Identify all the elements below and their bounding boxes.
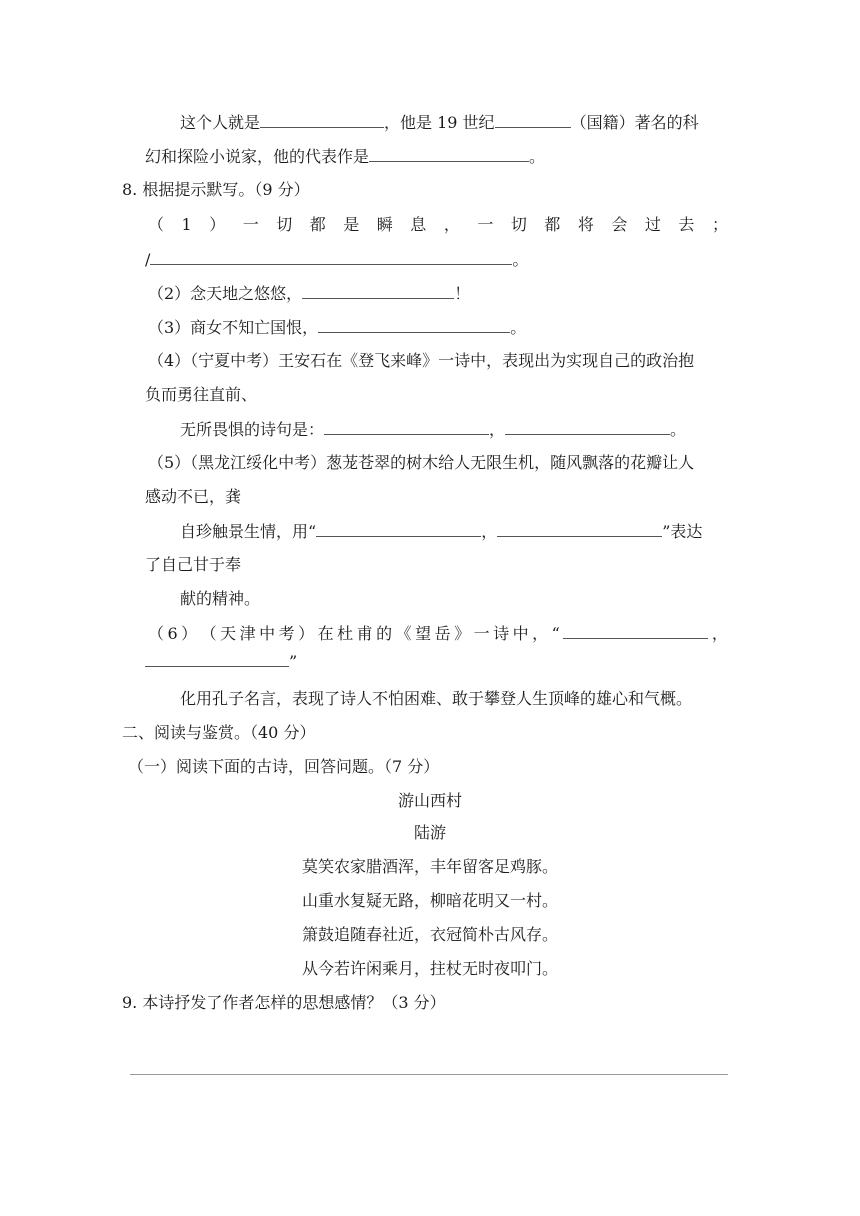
char: 都	[309, 215, 326, 234]
char: 考	[278, 624, 295, 643]
q7-text-a3: （国籍）著名的科	[570, 113, 699, 132]
answer-blank[interactable]	[563, 622, 708, 639]
q7-text-b2: 。	[529, 147, 546, 166]
punct: 。	[670, 420, 687, 439]
char: 一	[242, 215, 259, 234]
item-text: 无所畏惧的诗句是：	[180, 420, 325, 439]
char: 天	[220, 624, 237, 643]
char: ）	[298, 624, 315, 643]
char: 去	[678, 215, 695, 234]
q8-item5-line1: （5）（黑龙江绥化中考）葱茏苍翠的树木给人无限生机，随风飘落的花瓣让人	[148, 453, 695, 472]
q8-item2	[148, 282, 470, 304]
answer-blank[interactable]	[324, 418, 489, 435]
subsection-heading: （一）阅读下面的古诗，回答问题。（7 分）	[128, 757, 440, 776]
char: 的	[376, 624, 393, 643]
char: 1	[181, 215, 192, 234]
char: ，	[532, 624, 549, 643]
q8-item1-line1	[148, 214, 728, 236]
q8-item5-line3	[180, 520, 702, 542]
char: 》	[454, 624, 471, 643]
q7-text-b1: 幻和探险小说家，他的代表作是	[145, 147, 370, 166]
q8-item5-line4: 了自己甘于奉	[145, 555, 242, 574]
char: 将	[577, 215, 594, 234]
punct: 。	[512, 250, 529, 269]
char: 息	[410, 215, 427, 234]
poem-line: 山重水复疑无路，柳暗花明又一村。	[301, 891, 558, 910]
char: 是	[343, 215, 360, 234]
section-heading: 二、阅读与鉴赏。（40 分）	[122, 723, 316, 742]
punct: ”	[289, 652, 298, 671]
item-text: （2）念天地之悠悠，	[148, 284, 303, 303]
char: ）	[181, 624, 198, 643]
answer-blank[interactable]	[145, 650, 289, 667]
q8-item6-line2	[145, 650, 297, 672]
item-text: （3）商女不知亡国恨，	[148, 318, 319, 337]
char: 中	[512, 624, 529, 643]
char: 岳	[434, 624, 451, 643]
answer-blank[interactable]	[318, 316, 510, 333]
q7-line-1	[180, 111, 699, 133]
char: 《	[395, 624, 412, 643]
punct: ，	[489, 420, 506, 439]
q8-item1-line2	[145, 248, 528, 270]
slash: /	[145, 250, 151, 269]
q8-item5-line5: 献的精神。	[180, 589, 261, 608]
char: 都	[544, 215, 561, 234]
answer-line[interactable]	[130, 1074, 728, 1075]
char: 中	[259, 624, 276, 643]
q8-item5-line2: 感动不已，龚	[145, 487, 242, 506]
char: （	[148, 215, 165, 234]
poem-line: 从今若许闲乘月，拄杖无时夜叩门。	[301, 959, 558, 978]
char: 会	[611, 215, 628, 234]
punct: 。	[510, 318, 527, 337]
punct: ，	[711, 624, 728, 643]
punct: ，	[481, 522, 498, 541]
char: 诗	[493, 624, 510, 643]
answer-blank[interactable]	[497, 520, 662, 537]
answer-blank[interactable]	[260, 111, 384, 128]
char: 杜	[337, 624, 354, 643]
char: 切	[276, 215, 293, 234]
poem-line: 箫鼓追随春社近，衣冠简朴古风存。	[301, 925, 558, 944]
item-text: ”表达	[662, 522, 703, 541]
char: 6	[167, 624, 178, 643]
char: （	[148, 624, 165, 643]
q8-heading: 8. 根据提示默写。（9 分）	[122, 180, 310, 199]
char: 在	[317, 624, 334, 643]
char: ；	[711, 215, 728, 234]
char: ）	[209, 215, 226, 234]
char: 一	[477, 215, 494, 234]
answer-blank[interactable]	[316, 520, 481, 537]
q8-item6-line3: 化用孔子名言，表现了诗人不怕困难、敢于攀登人生顶峰的雄心和气概。	[180, 689, 693, 708]
item-text: 自珍触景生情，用“	[180, 522, 317, 541]
char: ，	[443, 215, 460, 234]
q9-heading: 9. 本诗抒发了作者怎样的思想感情？（3 分）	[122, 993, 446, 1012]
q8-item4-line1: （4）（宁夏中考）王安石在《登飞来峰》一诗中，表现出为实现自己的政治抱	[148, 351, 695, 370]
char: 一	[473, 624, 490, 643]
poem-title: 游山西村	[397, 791, 462, 810]
char: “	[551, 624, 560, 643]
char: （	[200, 624, 217, 643]
q7-line-2	[145, 145, 545, 167]
poem-line: 莫笑农家腊酒浑，丰年留客足鸡豚。	[301, 857, 558, 876]
char: 望	[415, 624, 432, 643]
poem-author: 陆游	[413, 823, 446, 842]
answer-blank[interactable]	[505, 418, 670, 435]
answer-blank[interactable]	[150, 248, 512, 265]
q8-item4-line3	[180, 418, 686, 440]
punct: ！	[454, 284, 471, 303]
q7-text-a1: 这个人就是	[180, 113, 261, 132]
char: 过	[644, 215, 661, 234]
answer-blank[interactable]	[495, 111, 571, 128]
q7-text-a2: ，他是 19 世纪	[384, 113, 495, 132]
char: 瞬	[376, 215, 393, 234]
answer-blank[interactable]	[369, 145, 529, 162]
char: 津	[239, 624, 256, 643]
q8-item6-line1	[148, 622, 728, 644]
q8-item4-line2: 负而勇往直前、	[145, 385, 258, 404]
char: 切	[510, 215, 527, 234]
q8-item3	[148, 316, 526, 338]
char: 甫	[356, 624, 373, 643]
answer-blank[interactable]	[302, 282, 454, 299]
